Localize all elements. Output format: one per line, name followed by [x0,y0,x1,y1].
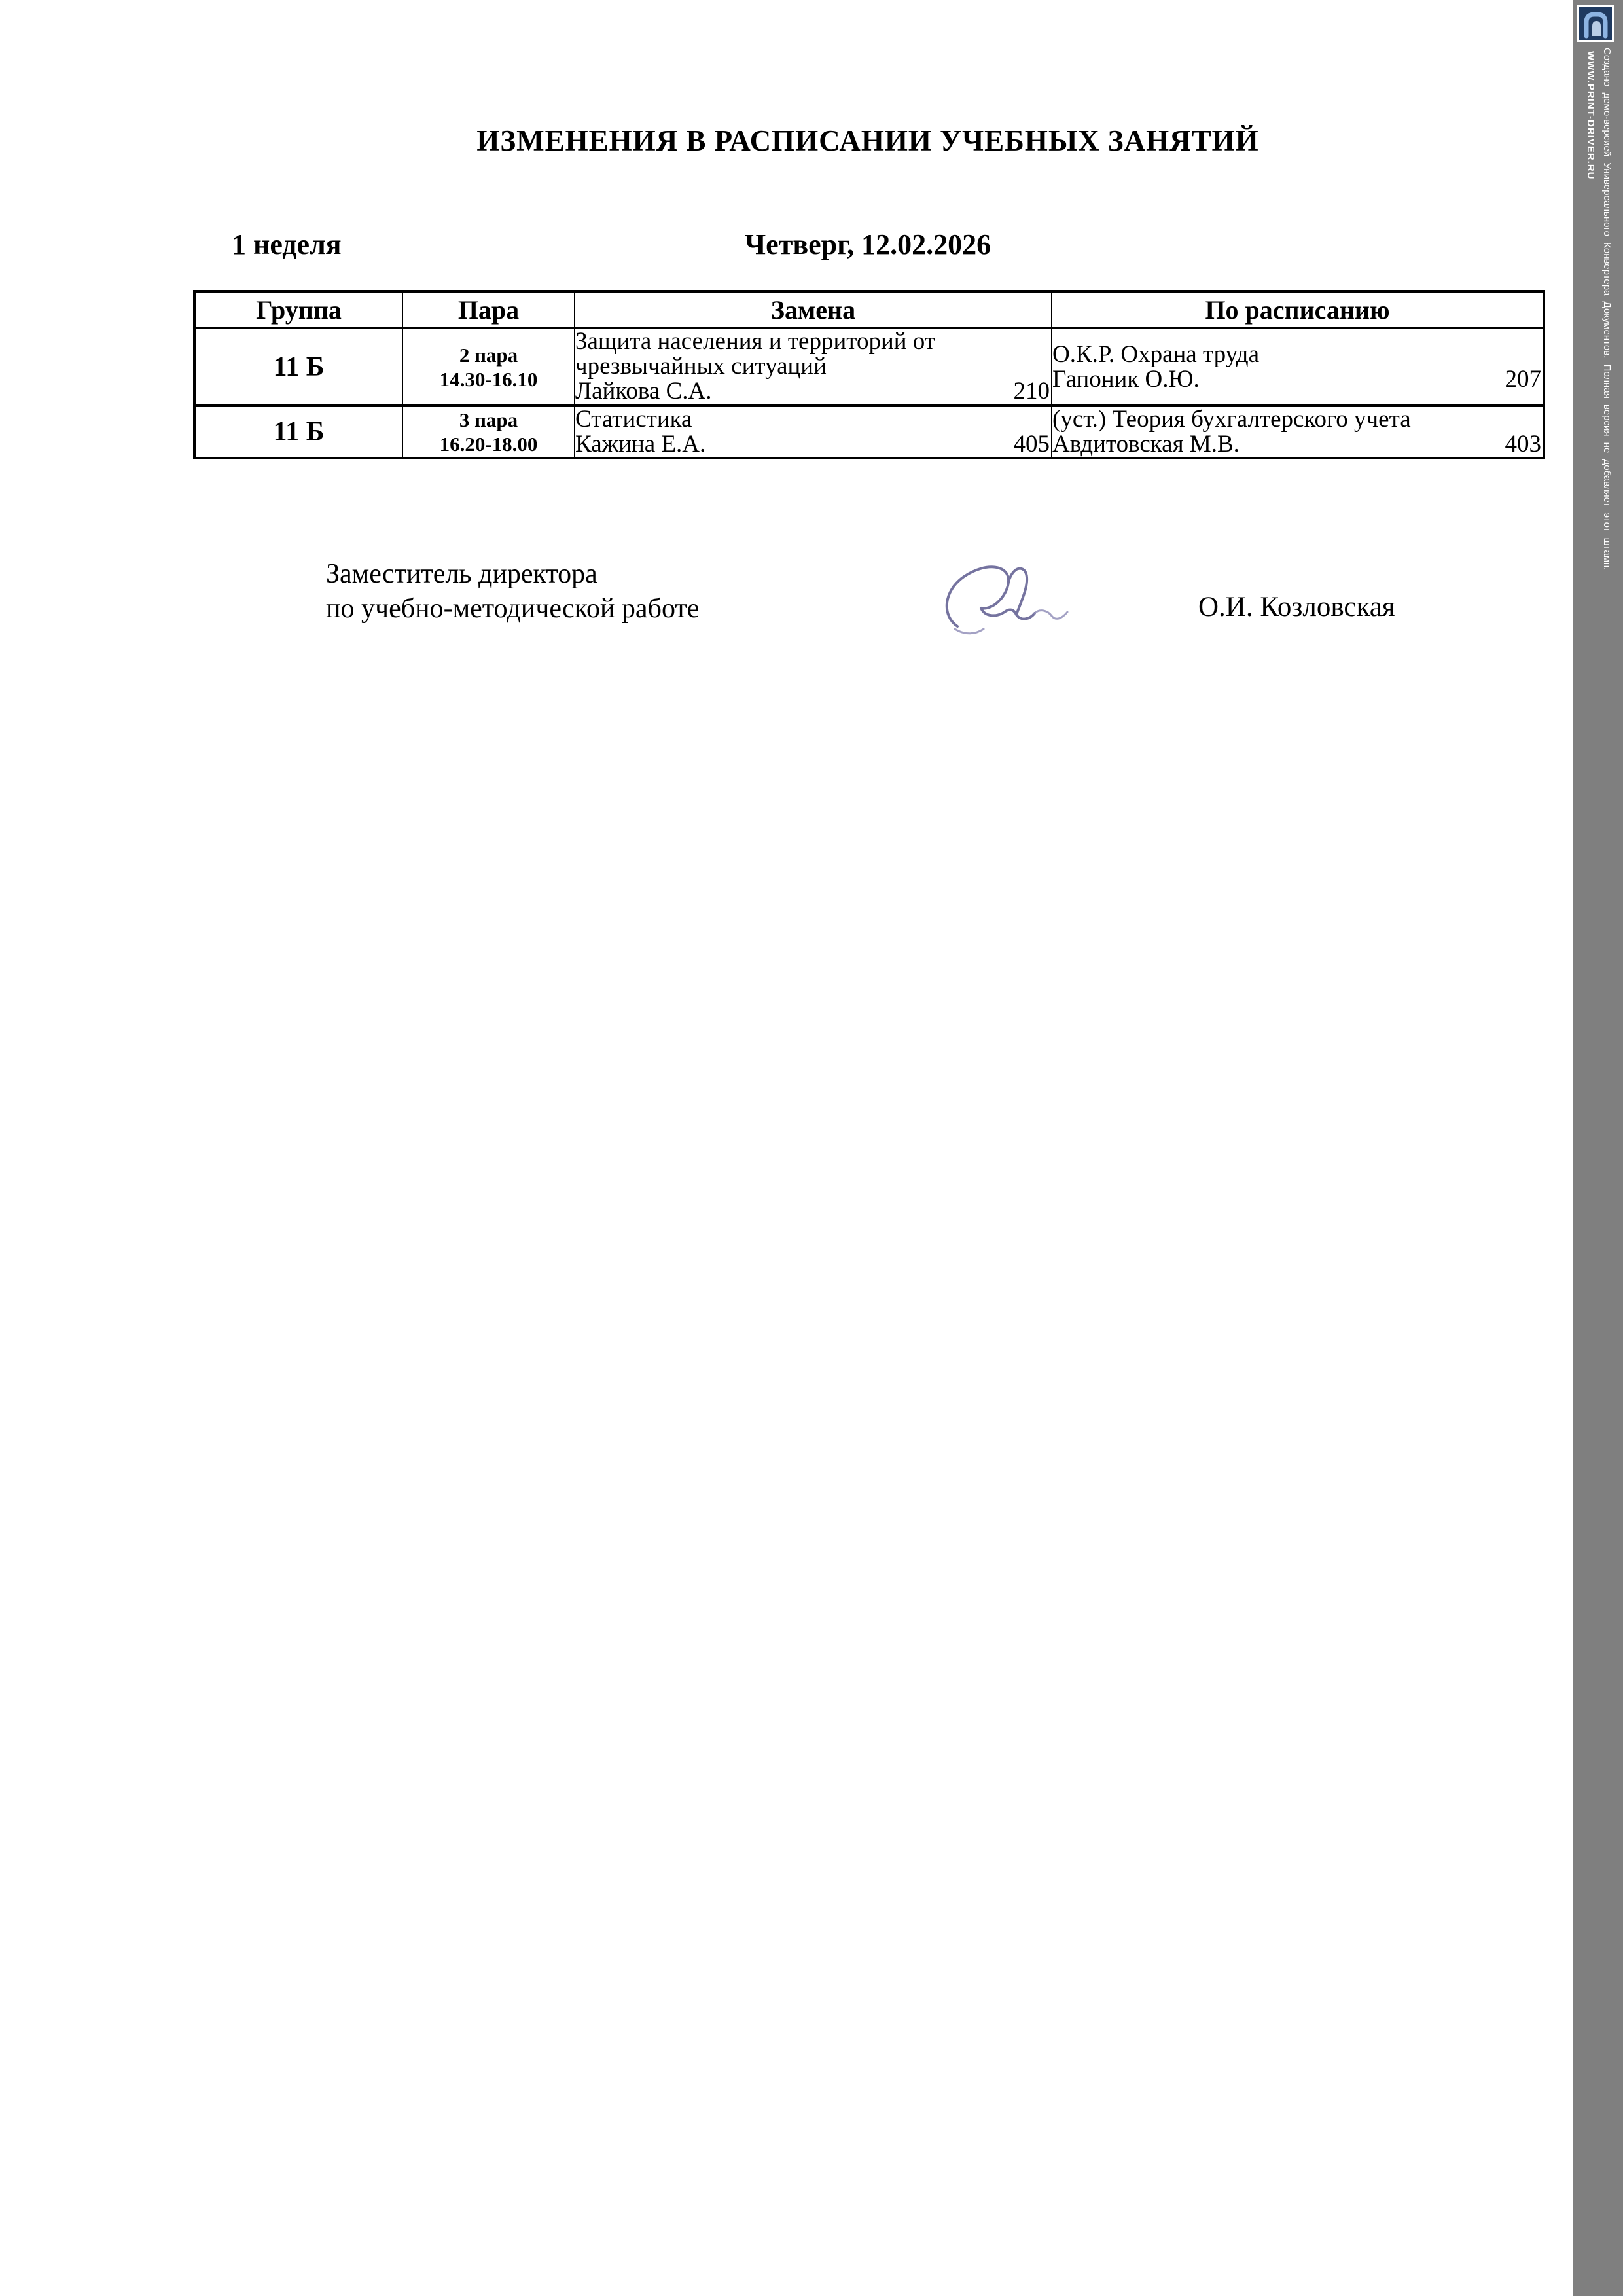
header-scheduled: По расписанию [1052,291,1544,328]
replacement-subject: чрезвычайных ситуаций [575,353,827,380]
print-driver-logo-icon [1577,5,1614,42]
pair-time: 14.30-16.10 [439,367,538,391]
week-label: 1 неделя [232,228,342,260]
scheduled-subject: О.К.Р. Охрана труда [1052,340,1260,368]
scheduled-cell [1052,406,1544,458]
group-cell: 11 Б [194,406,402,458]
replacement-subject: Защита населения и территорий от [575,328,935,355]
replacement-subject: Статистика [575,406,692,433]
replacement-teacher-line [575,432,1051,457]
header-replacement: Замена [575,291,1052,328]
replacement-teacher: Кажина Е.А. [575,431,706,457]
pair-number: 3 пара [459,408,518,431]
signer-role [326,557,699,626]
replacement-teacher: Лайкова С.А. [575,378,712,404]
replacement-teacher-line [575,379,1051,404]
group-cell: 11 Б [194,328,402,406]
pair-cell [402,406,575,458]
scheduled-room: 403 [1505,431,1541,457]
scheduled-room: 207 [1505,365,1541,393]
table-header-row [194,291,1544,328]
scheduled-teacher-line [1052,367,1543,392]
watermark-site-link: WWW.PRINT-DRIVER.RU [1585,51,1596,180]
replacement-cell [575,406,1052,458]
table-row [194,328,1544,406]
header-pair: Пара [402,291,575,328]
scheduled-teacher-line [1052,432,1543,457]
page-title: ИЗМЕНЕНИЯ В РАСПИСАНИИ УЧЕБНЫХ ЗАНЯТИЙ [476,124,1259,157]
replacement-cell [575,328,1052,406]
date-label: Четверг, 12.02.2026 [744,228,991,260]
replacement-room: 210 [1013,378,1050,404]
scheduled-cell [1052,328,1544,406]
scheduled-subject: (уст.) Теория бухгалтерского учета [1052,406,1411,433]
scheduled-teacher: Гапоник О.Ю. [1052,365,1200,393]
signer-role-line2: по учебно-методической работе [326,594,700,624]
table-row [194,406,1544,458]
handwritten-signature-icon [933,553,1073,645]
pair-time: 16.20-18.00 [439,433,538,456]
header-group: Группа [194,291,402,328]
pair-number: 2 пара [459,343,518,367]
signer-role-line1: Заместитель директора [326,559,597,589]
schedule-table [193,290,1545,459]
pair-cell [402,328,575,406]
demo-watermark-strip [1573,0,1623,2296]
scheduled-teacher: Авдитовская М.В. [1052,431,1240,457]
watermark-message: Создано демо-версией Универсального Конвертера Документов. Полная версия не добавляет этот штамп. [1601,48,1613,571]
replacement-room: 405 [1013,431,1050,457]
signer-name: О.И. Козловская [1198,592,1395,622]
